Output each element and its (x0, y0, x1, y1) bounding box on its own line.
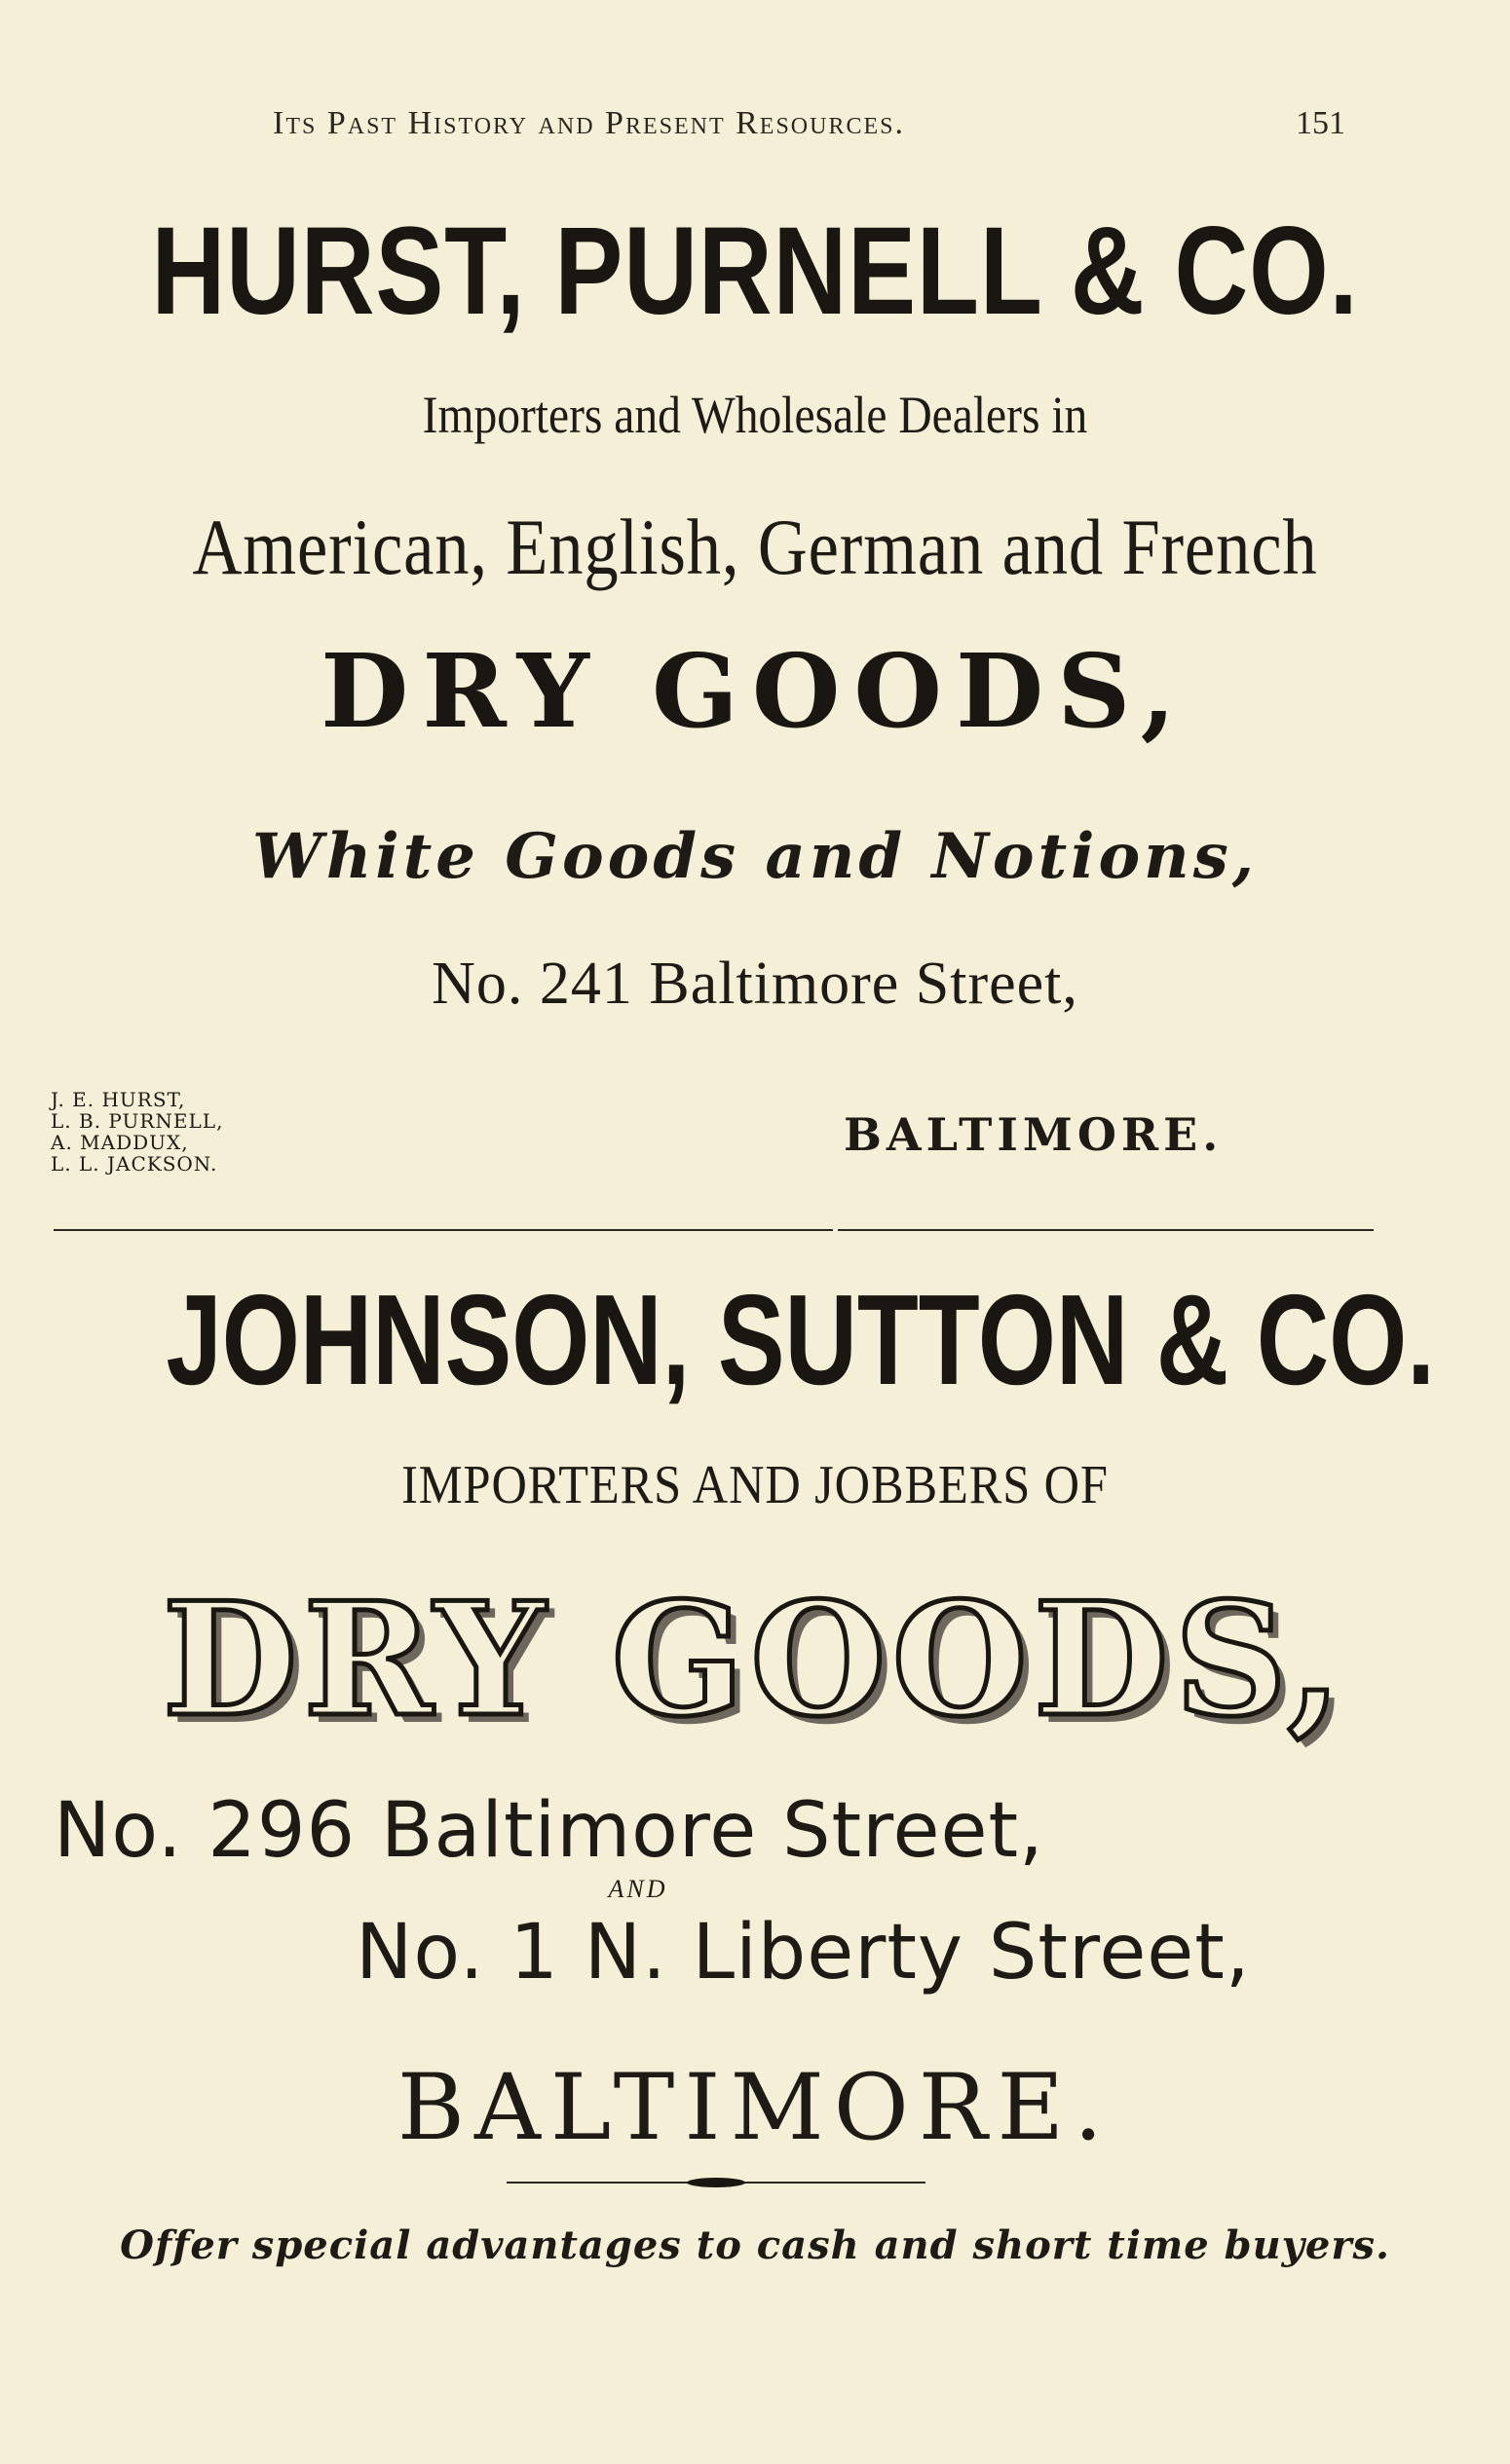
ad1-address: No. 241 Baltimore Street, (432, 951, 1078, 1017)
ad1-firm-name: HURST, PURNELL & CO. (151, 202, 1359, 341)
partner-name: L. L. JACKSON. (51, 1152, 218, 1176)
ad1-dry-goods: DRY GOODS, (321, 631, 1189, 751)
ornamental-rule (507, 2175, 925, 2190)
ad2-address-liberty-st: No. 1 N. Liberty Street, (356, 1909, 1251, 1997)
ad1-partner-list (51, 1089, 223, 1175)
partner-name: A. MADDUX, (51, 1131, 189, 1154)
ad1-origins: American, English, German and French (192, 503, 1318, 591)
partner-name: J. E. HURST, (51, 1088, 186, 1111)
ad1-subtitle: Importers and Wholesale Dealers in (422, 386, 1088, 444)
running-head: Its Past History and Present Resources. (273, 105, 905, 141)
divider-rule-right (838, 1229, 1374, 1231)
ad2-subtitle: IMPORTERS AND JOBBERS OF (401, 1455, 1109, 1515)
ad2-and-connector: AND (608, 1875, 668, 1903)
page-number: 151 (1296, 105, 1345, 141)
ad2-city: BALTIMORE. (396, 2055, 1114, 2161)
ad2-address-baltimore-st: No. 296 Baltimore Street, (54, 1787, 1044, 1875)
divider-rule-left (54, 1229, 833, 1231)
ad2-tagline: Offer special advantages to cash and short time buyers. (120, 2222, 1390, 2268)
partner-name: L. B. PURNELL, (51, 1109, 224, 1133)
ad2-firm-name: JOHNSON, SUTTON & CO. (166, 1268, 1435, 1411)
ad1-white-goods-notions: White Goods and Notions, (252, 820, 1258, 893)
ad1-city: BALTIMORE. (844, 1108, 1224, 1161)
ad2-dry-goods: DRY GOODS, (162, 1568, 1348, 1751)
